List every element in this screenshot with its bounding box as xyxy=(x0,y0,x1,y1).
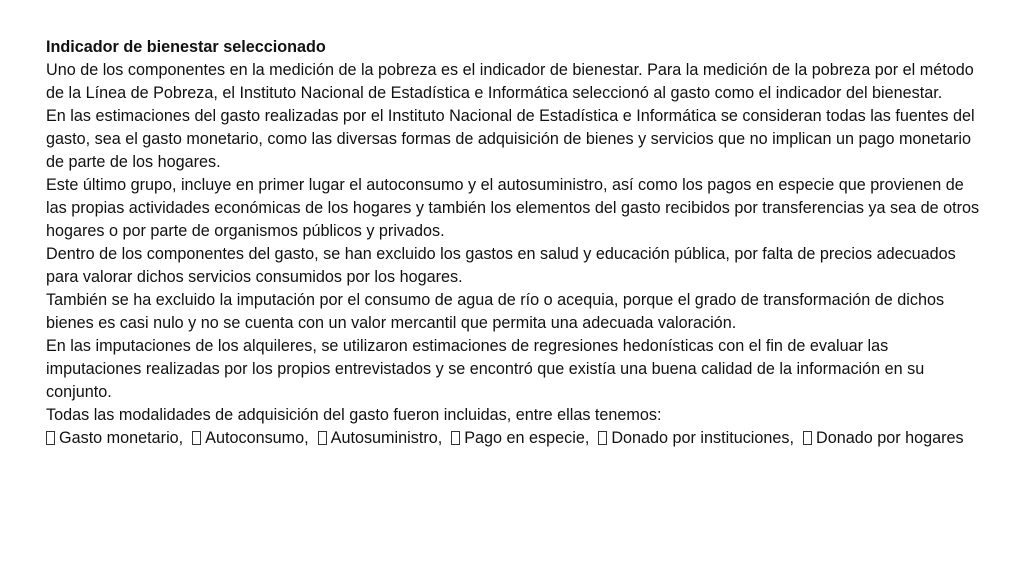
modalidad-item: Pago en especie, xyxy=(464,429,590,447)
modalidades-list xyxy=(46,427,986,450)
section-title: Indicador de bienestar seleccionado xyxy=(46,38,326,56)
missing-glyph-icon xyxy=(451,431,460,445)
paragraph-5: También se ha excluido la imputación por el consumo de agua de río o acequia, porque el grado de transformación de dichos bienes es casi nulo y no se cuenta con un valor mercantil que permita una adecuada valoración. xyxy=(46,291,945,332)
paragraph-3: Este último grupo, incluye en primer lugar el autoconsumo y el autosuministro, así como los pagos en especie que provienen de las propias actividades económicas de los hogares y también los elementos del gasto recibidos por transferencias ya sea de otros hogares o por parte de organismos públicos y privados. xyxy=(46,176,980,240)
missing-glyph-icon xyxy=(803,431,812,445)
modalidad-item: Gasto monetario, xyxy=(59,429,184,447)
paragraph-7: Todas las modalidades de adquisición del gasto fueron incluidas, entre ellas tenemos: xyxy=(46,406,662,424)
missing-glyph-icon xyxy=(318,431,327,445)
missing-glyph-icon xyxy=(598,431,607,445)
paragraph-4: Dentro de los componentes del gasto, se han excluido los gastos en salud y educación pública, por falta de precios adecuados para valorar dichos servicios consumidos por los hogares. xyxy=(46,245,956,286)
slide-body xyxy=(46,36,986,450)
missing-glyph-icon xyxy=(46,431,55,445)
paragraph-2: En las estimaciones del gasto realizadas por el Instituto Nacional de Estadística e Informática se consideran todas las fuentes del gasto, sea el gasto monetario, como las diversas formas de adquisición de bienes y servicios que no implican un pago monetario de parte de los hogares. xyxy=(46,107,975,171)
modalidad-item: Autosuministro, xyxy=(330,429,443,447)
modalidad-item: Donado por instituciones, xyxy=(611,429,794,447)
modalidad-item: Donado por hogares xyxy=(816,429,964,447)
modalidad-item: Autoconsumo, xyxy=(205,429,309,447)
missing-glyph-icon xyxy=(192,431,201,445)
paragraph-1: Uno de los componentes en la medición de la pobreza es el indicador de bienestar. Para la medición de la pobreza por el método de la Línea de Pobreza, el Instituto Nacional de Estadística e Informática seleccionó al gasto como el indicador del bienestar. xyxy=(46,61,974,102)
paragraph-6: En las imputaciones de los alquileres, se utilizaron estimaciones de regresiones hedonísticas con el fin de evaluar las imputaciones realizadas por los propios entrevistados y se encontró que existía una buena calidad de la información en su conjunto. xyxy=(46,337,925,401)
